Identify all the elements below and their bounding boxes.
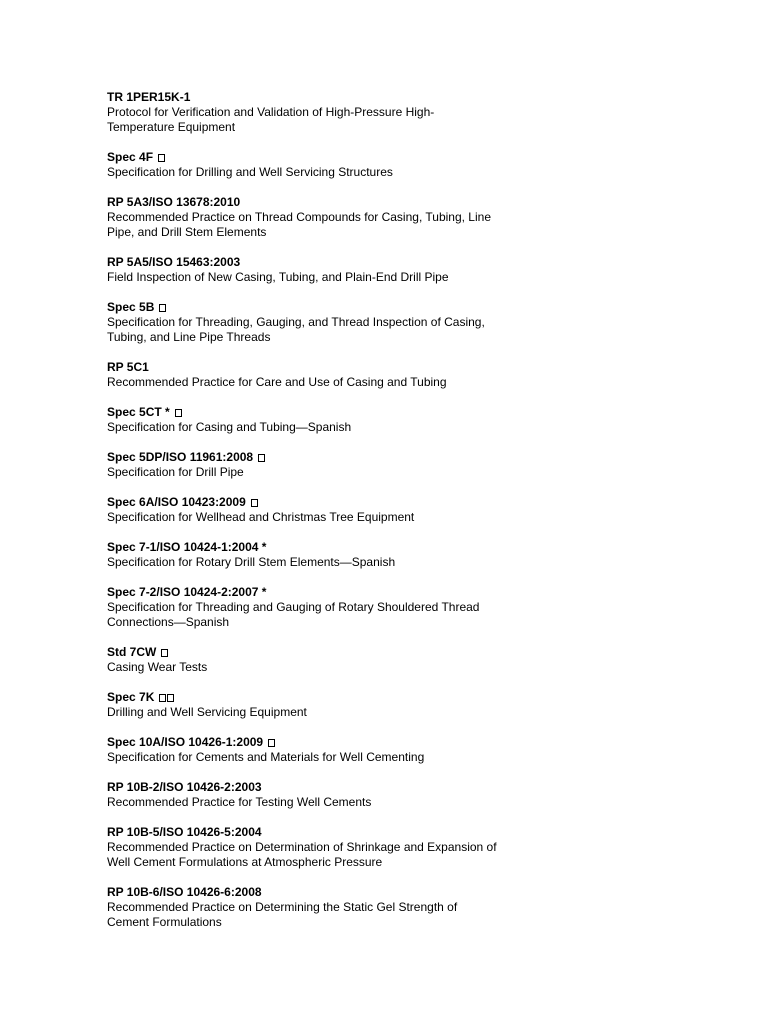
standards-list	[107, 90, 728, 930]
standard-title: Protocol for Verification and Validation of High-Pressure High-Temperature Equipment	[107, 105, 435, 134]
standard-code-text: RP 10B-2/ISO 10426-2:2003	[107, 780, 262, 794]
missing-glyph-icon	[268, 739, 275, 747]
standard-code-text: RP 5C1	[107, 360, 149, 374]
standard-entry	[107, 495, 728, 525]
standard-entry	[107, 825, 728, 870]
standard-entry	[107, 780, 728, 810]
missing-glyph-marks	[258, 454, 266, 462]
standard-code-text: RP 5A5/ISO 15463:2003	[107, 255, 241, 269]
standard-code-text: RP 10B-6/ISO 10426-6:2008	[107, 885, 262, 899]
standard-entry	[107, 735, 728, 765]
standard-entry	[107, 450, 728, 480]
missing-glyph-marks	[159, 304, 167, 312]
standard-code-text: Spec 5B	[107, 300, 155, 314]
standard-title: Recommended Practice on Thread Compounds for Casing, Tubing, Line Pipe, and Drill Stem Elements	[107, 210, 491, 239]
standard-title: Specification for Casing and Tubing—Spanish	[107, 420, 352, 434]
missing-glyph-marks	[158, 154, 166, 162]
standard-entry	[107, 195, 728, 240]
standard-code	[107, 690, 728, 705]
standard-entry	[107, 405, 728, 435]
standard-entry	[107, 585, 728, 630]
missing-glyph-icon	[251, 499, 258, 507]
standard-code	[107, 885, 728, 900]
missing-glyph-icon	[159, 694, 166, 702]
standard-code-text: Spec 5DP/ISO 11961:2008	[107, 450, 254, 464]
standard-title: Recommended Practice on Determining the Static Gel Strength of Cement Formulations	[107, 900, 458, 929]
missing-glyph-icon	[175, 409, 182, 417]
standard-entry	[107, 150, 728, 180]
standard-code-text: RP 10B-5/ISO 10426-5:2004	[107, 825, 262, 839]
standard-title: Specification for Rotary Drill Stem Elements—Spanish	[107, 555, 396, 569]
standard-code	[107, 150, 728, 165]
standard-code-text: Spec 7K	[107, 690, 155, 704]
standard-code	[107, 360, 728, 375]
standard-title: Field Inspection of New Casing, Tubing, and Plain-End Drill Pipe	[107, 270, 449, 284]
standard-code	[107, 255, 728, 270]
standard-code-text: TR 1PER15K-1	[107, 90, 191, 104]
standard-title: Recommended Practice on Determination of Shrinkage and Expansion of Well Cement Formulations at Atmospheric Pressure	[107, 840, 497, 869]
standard-entry	[107, 645, 728, 675]
standard-code	[107, 735, 728, 750]
standard-title: Drilling and Well Servicing Equipment	[107, 705, 307, 719]
standard-entry	[107, 540, 728, 570]
standard-entry	[107, 885, 728, 930]
standard-title: Specification for Threading, Gauging, and Thread Inspection of Casing, Tubing, and Line Pipe Threads	[107, 315, 485, 344]
missing-glyph-icon	[161, 649, 168, 657]
missing-glyph-marks	[175, 409, 183, 417]
standard-code	[107, 540, 728, 555]
standard-code-text: Spec 4F	[107, 150, 154, 164]
standard-code-text: Spec 7-1/ISO 10424-1:2004 *	[107, 540, 267, 554]
standard-code	[107, 195, 728, 210]
standard-title: Casing Wear Tests	[107, 660, 208, 674]
standard-entry	[107, 300, 728, 345]
standard-code	[107, 585, 728, 600]
standard-code-text: Spec 7-2/ISO 10424-2:2007 *	[107, 585, 267, 599]
standard-entry	[107, 690, 728, 720]
missing-glyph-icon	[167, 694, 174, 702]
standard-entry	[107, 255, 728, 285]
standard-code-text: Spec 10A/ISO 10426-1:2009	[107, 735, 264, 749]
missing-glyph-marks	[268, 739, 276, 747]
standard-title: Specification for Wellhead and Christmas Tree Equipment	[107, 510, 415, 524]
standard-code	[107, 780, 728, 795]
standard-title: Recommended Practice for Testing Well Cements	[107, 795, 372, 809]
standard-code	[107, 450, 728, 465]
missing-glyph-marks	[251, 499, 259, 507]
standard-title: Specification for Drilling and Well Servicing Structures	[107, 165, 393, 179]
missing-glyph-marks	[159, 694, 175, 702]
standard-code-text: Std 7CW	[107, 645, 157, 659]
standard-code	[107, 405, 728, 420]
standard-code	[107, 645, 728, 660]
standard-entry	[107, 90, 728, 135]
missing-glyph-icon	[158, 154, 165, 162]
missing-glyph-icon	[258, 454, 265, 462]
standard-title: Specification for Threading and Gauging of Rotary Shouldered Thread Connections—Spanish	[107, 600, 480, 629]
standard-title: Recommended Practice for Care and Use of Casing and Tubing	[107, 375, 447, 389]
standard-code-text: Spec 6A/ISO 10423:2009	[107, 495, 246, 509]
standard-code	[107, 495, 728, 510]
standard-code	[107, 90, 728, 105]
standard-title: Specification for Drill Pipe	[107, 465, 244, 479]
standard-code-text: RP 5A3/ISO 13678:2010	[107, 195, 241, 209]
standard-entry	[107, 360, 728, 390]
missing-glyph-marks	[161, 649, 169, 657]
standard-title: Specification for Cements and Materials for Well Cementing	[107, 750, 425, 764]
standard-code-text: Spec 5CT *	[107, 405, 170, 419]
standard-code	[107, 825, 728, 840]
standard-code	[107, 300, 728, 315]
missing-glyph-icon	[159, 304, 166, 312]
